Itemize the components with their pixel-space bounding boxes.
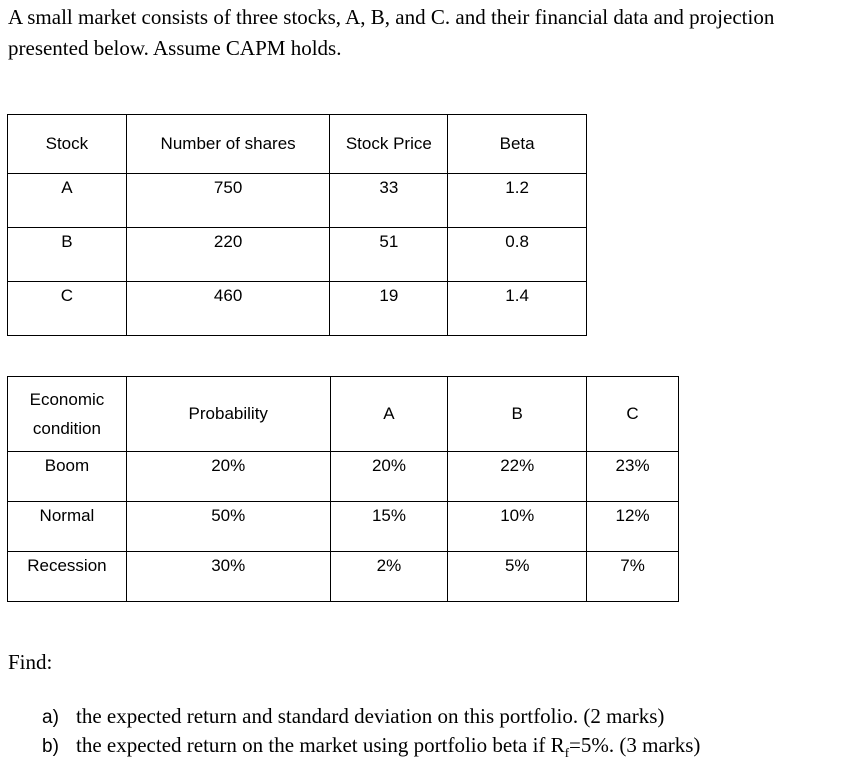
header-beta: Beta xyxy=(448,115,587,174)
header-probability: Probability xyxy=(126,377,330,452)
header-stock-price: Stock Price xyxy=(330,115,448,174)
table-row xyxy=(8,282,587,336)
header-a: A xyxy=(330,377,448,452)
header-number-of-shares: Number of shares xyxy=(126,115,330,174)
intro-line-1: A small market consists of three stocks, A, B, and C. and their financial data and projection xyxy=(8,5,775,29)
beta-cell: 0.8 xyxy=(448,228,587,282)
question-b xyxy=(42,733,700,761)
question-b-subscript: f xyxy=(564,745,570,761)
return-c-cell: 7% xyxy=(587,552,679,602)
scenario-table xyxy=(7,376,679,602)
question-a xyxy=(42,704,664,729)
return-a-cell: 2% xyxy=(330,552,448,602)
question-b-text-end: =5%. (3 marks) xyxy=(569,733,701,757)
header-b: B xyxy=(448,377,587,452)
return-b-cell: 10% xyxy=(448,502,587,552)
find-heading: Find: xyxy=(8,650,53,674)
stock-table-header-row xyxy=(8,115,587,174)
header-economic-condition xyxy=(8,377,127,452)
table-row xyxy=(8,502,679,552)
condition-cell: Normal xyxy=(8,502,127,552)
header-economic-line: Economic xyxy=(29,390,105,409)
return-a-cell: 15% xyxy=(330,502,448,552)
table-row xyxy=(8,452,679,502)
table-row xyxy=(8,552,679,602)
question-a-marker: a) xyxy=(42,707,59,728)
probability-cell: 20% xyxy=(126,452,330,502)
scenario-table-header-row xyxy=(8,377,679,452)
stock-table xyxy=(7,114,587,336)
beta-cell: 1.4 xyxy=(448,282,587,336)
intro-paragraph xyxy=(8,2,844,64)
return-b-cell: 22% xyxy=(448,452,587,502)
shares-cell: 750 xyxy=(126,174,330,228)
probability-cell: 50% xyxy=(126,502,330,552)
return-c-cell: 23% xyxy=(587,452,679,502)
question-b-text: the expected return on the market using portfolio beta if R xyxy=(76,733,565,757)
return-a-cell: 20% xyxy=(330,452,448,502)
shares-cell: 220 xyxy=(126,228,330,282)
return-c-cell: 12% xyxy=(587,502,679,552)
header-condition-line: condition xyxy=(32,419,101,438)
price-cell: 33 xyxy=(330,174,448,228)
table-row xyxy=(8,174,587,228)
intro-line-2: presented below. Assume CAPM holds. xyxy=(8,36,342,60)
question-a-text: the expected return and standard deviation on this portfolio. (2 marks) xyxy=(76,704,665,728)
stock-cell: A xyxy=(8,174,127,228)
question-b-marker: b) xyxy=(42,736,59,757)
price-cell: 51 xyxy=(330,228,448,282)
table-row xyxy=(8,228,587,282)
probability-cell: 30% xyxy=(126,552,330,602)
condition-cell: Recession xyxy=(8,552,127,602)
header-stock: Stock xyxy=(8,115,127,174)
condition-cell: Boom xyxy=(8,452,127,502)
beta-cell: 1.2 xyxy=(448,174,587,228)
header-c: C xyxy=(587,377,679,452)
return-b-cell: 5% xyxy=(448,552,587,602)
shares-cell: 460 xyxy=(126,282,330,336)
price-cell: 19 xyxy=(330,282,448,336)
stock-cell: B xyxy=(8,228,127,282)
stock-cell: C xyxy=(8,282,127,336)
